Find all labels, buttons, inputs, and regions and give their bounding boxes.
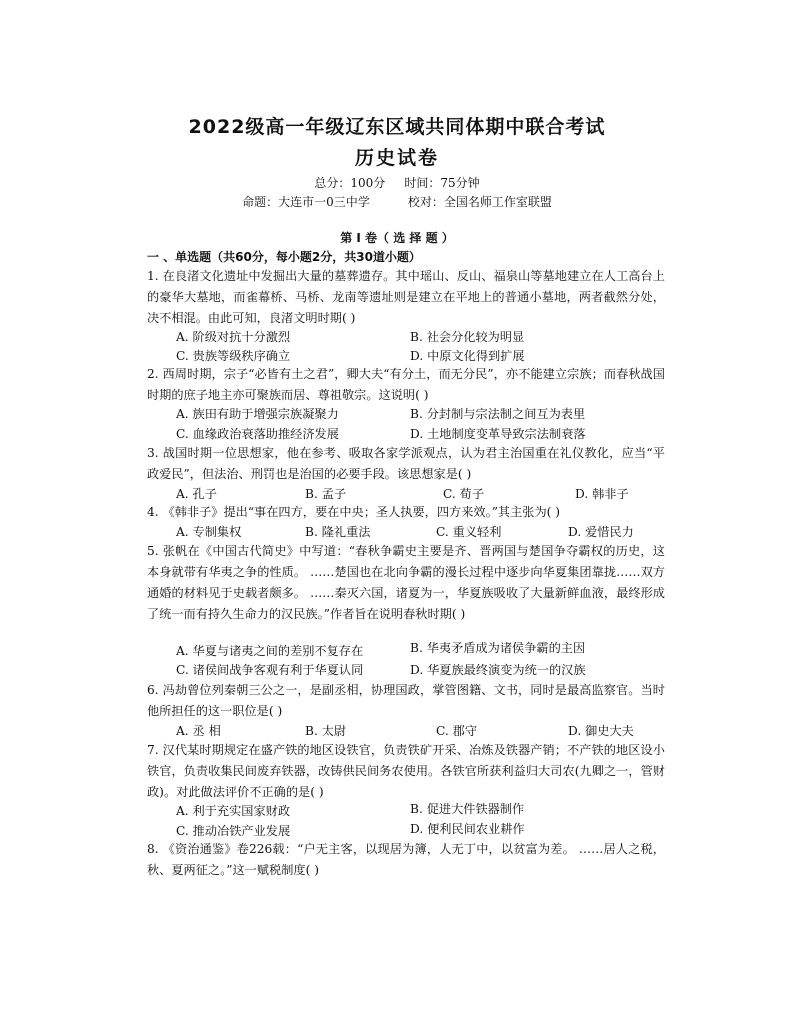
question-stem: 6. 冯劫曾位列秦朝三公之一，是副丞相，协理国政，掌管图籍、文书，同时是最高监察官。当时他所担任的这一职位是( ) xyxy=(147,683,665,718)
section-heading: 一 、单选题（共60分，每小题2分，共30道小题） xyxy=(147,250,421,264)
question-option: C. 重义轻利 xyxy=(436,525,502,539)
exam-score-time: 总分：100分 时间：75分钟 xyxy=(314,176,480,190)
question-option: A. 族田有助于增强宗族凝聚力 xyxy=(176,407,339,421)
question-option: D. 土地制度变革导致宗法制衰落 xyxy=(410,427,586,441)
question-option: C. 诸侯间战争客观有利于华夏认同 xyxy=(176,663,364,677)
question-option: D. 爱惜民力 xyxy=(568,525,634,539)
exam-title: 2022级高一年级辽东区域共同体期中联合考试 xyxy=(188,116,606,138)
question-option: D. 华夏族最终演变为统一的汉族 xyxy=(410,663,586,677)
question-stem: 3. 战国时期一位思想家，他在参考、吸取各家学派观点，认为君主治国重在礼仪教化，应当“平政爱民”，但法治、刑罚也是治国的必要手段。该思想家是( ) xyxy=(147,446,665,481)
question-stem: 5. 张帆在《中国古代简史》中写道：“春秋争霸史主要是齐、晋两国与楚国争夺霸权的历史，这本身就带有华夷之争的性质。 ……楚国也在北向争霸的漫长过程中逐步向华夏集团靠拢……双方通婚的材料见于史载者颇多。 ……秦灭六国，诸夏为一，华夏族吸收了大量新鲜血液，最终形成了统一而有持久生命力的汉民族。”作者旨在说明春秋时期( ) xyxy=(147,544,665,621)
question-option: A. 丞 相 xyxy=(176,724,221,738)
question-option: A. 专制集权 xyxy=(176,525,242,539)
question-option: D. 韩非子 xyxy=(575,487,629,501)
question-option: B. 孟子 xyxy=(305,487,347,501)
question-option: D. 中原文化得到扩展 xyxy=(410,349,525,363)
question-stem: 1. 在良渚文化遗址中发掘出大量的墓葬遗存。其中瑶山、反山、福泉山等墓地建立在人工高台上的豪华大墓地，而雀幕桥、马桥、龙南等遗址则是建立在平地上的普通小墓地，两者截然分处，决不相混。由此可知，良渚文明时期( ) xyxy=(147,269,665,325)
question-option: B. 促进大件铁器制作 xyxy=(410,802,525,816)
question-stem: 8. 《资治通鉴》卷226载：“户无主客，以现居为簿，人无丁中，以贫富为差。 ……居人之税，秋、夏两征之。”这一赋税制度( ) xyxy=(147,842,665,877)
question-option: C. 血缘政治衰落助推经济发展 xyxy=(176,427,339,441)
question-option: A. 阶级对抗十分激烈 xyxy=(176,330,291,344)
question-stem: 7. 汉代某时期规定在盛产铁的地区设铁官，负责铁矿开采、冶炼及铁器产销；不产铁的地区设小铁官，负责收集民间废弃铁器，改铸供民间务农使用。各铁官所获利益归大司农(九卿之一，管财政)。对此做法评价不正确的是( ) xyxy=(147,743,665,799)
part-heading: 第 Ⅰ 卷（ 选 择 题 ） xyxy=(340,231,454,245)
question-option: C. 贵族等级秩序确立 xyxy=(176,349,291,363)
question-option: D. 御史大夫 xyxy=(568,724,634,738)
question-option: B. 太尉 xyxy=(305,724,347,738)
question-stem: 2. 西周时期，宗子“必皆有土之君”，卿大夫“有分土，而无分民”，亦不能建立宗族；而春秋战国时期的庶子地主亦可聚族而居、尊祖敬宗。这说明( ) xyxy=(147,367,665,402)
question-option: B. 分封制与宗法制之间互为表里 xyxy=(410,407,586,421)
question-option: C. 荀子 xyxy=(443,487,485,501)
question-option: A. 华夏与诸夷之间的差别不复存在 xyxy=(176,644,364,658)
question-option: B. 华夷矛盾成为诸侯争霸的主因 xyxy=(410,641,586,655)
question-option: C. 郡守 xyxy=(436,724,478,738)
question-option: D. 便利民间农业耕作 xyxy=(410,822,525,836)
exam-author-proofreader: 命题：大连市一0三中学 校对：全国名师工作室联盟 xyxy=(242,195,552,209)
question-option: C. 推动冶铁产业发展 xyxy=(176,824,291,838)
exam-subtitle: 历史试卷 xyxy=(354,147,439,169)
question-option: B. 隆礼重法 xyxy=(305,525,371,539)
question-option: A. 孔子 xyxy=(176,487,217,501)
question-option: A. 利于充实国家财政 xyxy=(176,804,291,818)
question-option: B. 社会分化较为明显 xyxy=(410,330,525,344)
question-stem: 4. 《韩非子》提出“事在四方，要在中央；圣人执要，四方来效。”其主张为( ) xyxy=(147,505,561,519)
